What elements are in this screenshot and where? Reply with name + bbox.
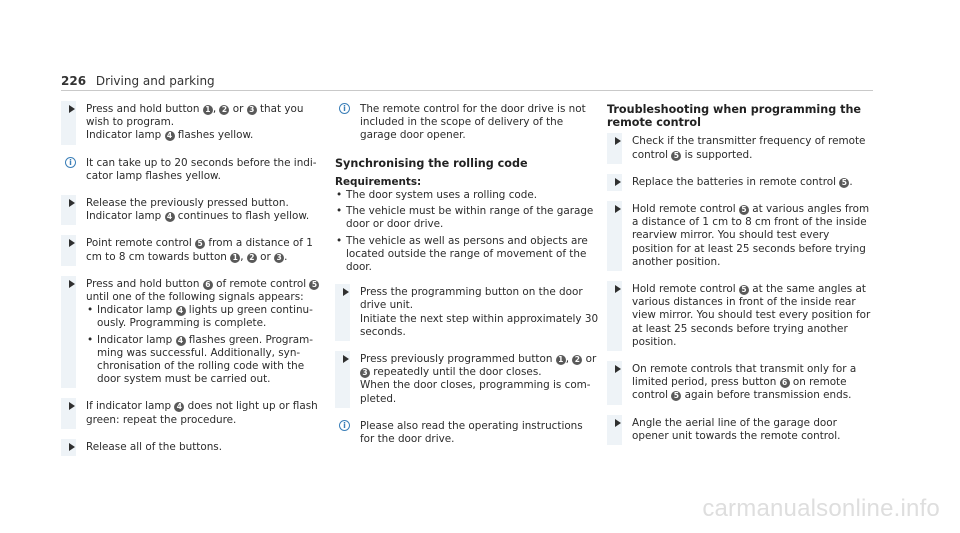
step-replace-batteries: Replace the batteries in remote control 5 . xyxy=(607,176,873,189)
info-icon: i xyxy=(65,157,76,168)
step-arrow-icon xyxy=(69,402,75,410)
step-arrow-icon xyxy=(615,205,621,213)
page-number: 226 xyxy=(61,74,87,88)
note-20-seconds: i It can take up to 20 seconds before the indi-cator lamp flashes yellow. xyxy=(61,157,323,183)
step-arrow-icon xyxy=(343,288,349,296)
badge-3: 3 xyxy=(274,253,284,263)
step-point-remote: Point remote control 5 from a distance of 1 cm to 8 cm towards button 1 , 2 or 3 . xyxy=(61,237,323,263)
step-arrow-icon xyxy=(615,285,621,293)
badge-1: 1 xyxy=(230,253,240,263)
badge-1: 1 xyxy=(203,105,213,115)
step-text: Indicator lamp 4 flashes yellow. xyxy=(86,129,254,142)
list-item: • The vehicle must be within range of the garage door or door drive. xyxy=(335,205,599,231)
badge-2: 2 xyxy=(219,105,229,115)
badge-4: 4 xyxy=(165,212,175,222)
step-hold-various-angles: Hold remote control 5 at various angles from a distance of 1 cm to 8 cm front of the inside rearview mirror. You should test every position for at least 25 seconds before trying another position. xyxy=(607,203,873,269)
badge-5: 5 xyxy=(309,280,319,290)
section-heading: Synchronising the rolling code xyxy=(335,156,528,170)
badge-5: 5 xyxy=(195,239,205,249)
badge-2: 2 xyxy=(247,253,257,263)
badge-5: 5 xyxy=(739,285,749,295)
step-arrow-icon xyxy=(69,239,75,247)
step-arrow-icon xyxy=(69,199,75,207)
step-press-button-6: Press and hold button 6 of remote control 5 until one of the following signals appears: • Indicator lamp 4 lights up green continu-ously. Programming is complete. • Indicator lamp 4 flashes green. Program-ming was successful. Additionally, syn-chronisation of the rolling code with the door system must be carried out. xyxy=(61,278,323,387)
requirements-heading: Requirements: xyxy=(335,175,422,188)
list-item: • Indicator lamp 4 flashes green. Program-ming was successful. Additionally, syn-chronisation of the rolling code with the door system must be carried out. xyxy=(86,334,323,387)
badge-2: 2 xyxy=(572,355,582,365)
badge-5: 5 xyxy=(839,178,849,188)
step-release-button: Release the previously pressed button. Indicator lamp 4 continues to flash yellow. xyxy=(61,197,323,223)
note-operating-instructions: i Please also read the operating instructions for the door drive. xyxy=(335,420,599,446)
note-remote-not-included: i The remote control for the door drive is not included in the scope of delivery of the garage door opener. xyxy=(335,103,599,143)
info-icon: i xyxy=(339,103,350,114)
step-arrow-icon xyxy=(69,105,75,113)
step-check-frequency: Check if the transmitter frequency of remote control 5 is supported. xyxy=(607,135,873,161)
step-arrow-icon xyxy=(615,178,621,186)
badge-3: 3 xyxy=(247,105,257,115)
badge-4: 4 xyxy=(176,306,186,316)
step-arrow-icon xyxy=(343,355,349,363)
step-arrow-icon xyxy=(69,280,75,288)
list-item: • The door system uses a rolling code. xyxy=(335,189,599,202)
step-arrow-icon xyxy=(69,443,75,451)
section-title: Driving and parking xyxy=(95,74,215,88)
list-item: • The vehicle as well as persons and objects are located outside the range of movement of the door. xyxy=(335,235,599,275)
step-indicator-fails: If indicator lamp 4 does not light up or flash green: repeat the procedure. xyxy=(61,400,323,426)
badge-6: 6 xyxy=(780,378,790,388)
list-item: • Indicator lamp 4 lights up green continu-ously. Programming is complete. xyxy=(86,304,323,330)
step-angle-aerial: Angle the aerial line of the garage door opener unit towards the remote control. xyxy=(607,417,873,443)
column-3 xyxy=(607,103,873,457)
section-heading: Troubleshooting when programming the remote control xyxy=(607,103,861,130)
badge-4: 4 xyxy=(176,336,186,346)
header-divider xyxy=(61,90,873,91)
step-arrow-icon xyxy=(615,137,621,145)
step-release-all: Release all of the buttons. xyxy=(61,441,323,454)
badge-5: 5 xyxy=(671,391,681,401)
requirements-list xyxy=(335,189,599,274)
watermark: carmanualsonline.info xyxy=(702,495,940,522)
step-press-hold-button xyxy=(61,103,323,143)
column-1 xyxy=(61,103,323,468)
badge-4: 4 xyxy=(174,402,184,412)
badge-6: 6 xyxy=(203,280,213,290)
column-2 xyxy=(335,103,599,460)
badge-4: 4 xyxy=(165,131,175,141)
step-press-programming-button: Press the programming button on the door drive unit. Initiate the next step within approximately 30 seconds. xyxy=(335,286,599,339)
step-press-programmed-button: Press previously programmed button 1 , 2 or 3 repeatedly until the door closes. When the door closes, programming is com-pleted. xyxy=(335,353,599,406)
page-header xyxy=(61,74,215,88)
step-arrow-icon xyxy=(615,365,621,373)
badge-5: 5 xyxy=(739,205,749,215)
info-icon: i xyxy=(339,420,350,431)
step-limited-period: On remote controls that transmit only for a limited period, press button 6 on remote control 5 again before transmission ends. xyxy=(607,363,873,403)
badge-1: 1 xyxy=(556,355,566,365)
step-arrow-icon xyxy=(615,419,621,427)
signal-list xyxy=(86,304,323,386)
step-hold-same-angles: Hold remote control 5 at the same angles at various distances in front of the inside rear view mirror. You should test every position for at least 25 seconds before trying another position. xyxy=(607,283,873,349)
badge-3: 3 xyxy=(360,368,370,378)
step-text: Press and hold button 1 , 2 or 3 that you wish to program. xyxy=(86,103,304,129)
badge-5: 5 xyxy=(671,151,681,161)
